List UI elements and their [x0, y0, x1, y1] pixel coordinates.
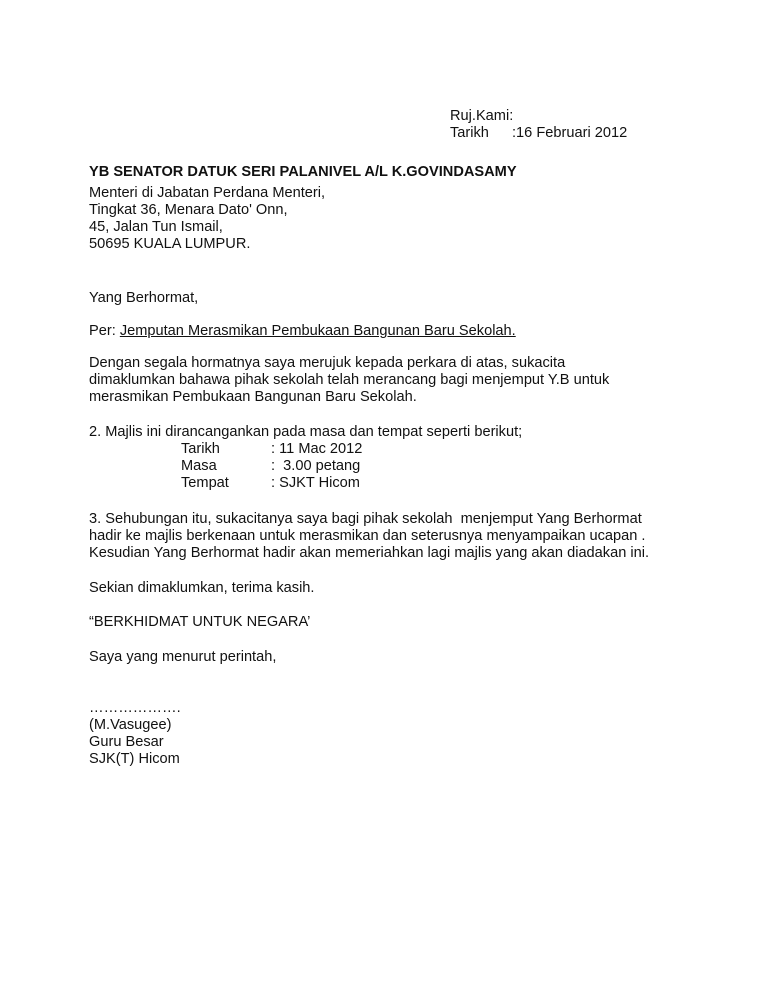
- schedule-label: Tempat: [181, 475, 229, 491]
- ref-date-label: Tarikh: [450, 125, 489, 141]
- recipient-name: YB SENATOR DATUK SERI PALANIVEL A/L K.GOVINDASAMY: [89, 164, 517, 180]
- signatory-title: Guru Besar: [89, 734, 164, 750]
- paragraph-line: merasmikan Pembukaan Bangunan Baru Sekolah.: [89, 389, 417, 405]
- recipient-address-line: 50695 KUALA LUMPUR.: [89, 236, 251, 252]
- schedule-label: Masa: [181, 458, 217, 474]
- paragraph-line: 2. Majlis ini dirancangankan pada masa dan tempat seperti berikut;: [89, 424, 523, 440]
- subject-prefix: Per:: [89, 323, 120, 339]
- recipient-address-line: Menteri di Jabatan Perdana Menteri,: [89, 185, 326, 201]
- recipient-address-line: Tingkat 36, Menara Dato' Onn,: [89, 202, 288, 218]
- paragraph-line: Dengan segala hormatnya saya merujuk kepada perkara di atas, sukacita: [89, 355, 566, 371]
- sign-off-text: Saya yang menurut perintah,: [89, 649, 277, 665]
- motto-text: “BERKHIDMAT UNTUK NEGARA’: [89, 614, 311, 630]
- recipient-address-line: 45, Jalan Tun Ismail,: [89, 219, 223, 235]
- salutation: Yang Berhormat,: [89, 290, 199, 306]
- schedule-value: : SJKT Hicom: [271, 475, 360, 491]
- subject-text: Jemputan Merasmikan Pembukaan Bangunan Baru Sekolah.: [119, 323, 516, 339]
- subject-line: [89, 323, 516, 340]
- paragraph-line: Kesudian Yang Berhormat hadir akan memeriahkan lagi majlis yang akan diadakan ini.: [89, 545, 650, 561]
- schedule-label: Tarikh: [181, 441, 220, 457]
- paragraph-line: hadir ke majlis berkenaan untuk merasmikan dan seterusnya menyampaikan ucapan .: [89, 528, 646, 544]
- ref-date-value: :16 Februari 2012: [512, 125, 628, 141]
- signatory-school: SJK(T) Hicom: [89, 751, 180, 767]
- closing-text: Sekian dimaklumkan, terima kasih.: [89, 580, 315, 596]
- schedule-value: : 11 Mac 2012: [271, 441, 363, 457]
- signatory-name: (M.Vasugee): [89, 717, 172, 733]
- paragraph-line: dimaklumkan bahawa pihak sekolah telah merancang bagi menjemput Y.B untuk: [89, 372, 610, 388]
- ref-number-label: Ruj.Kami:: [450, 108, 514, 124]
- signature-dots: ……………….: [89, 700, 181, 716]
- schedule-value: : 3.00 petang: [271, 458, 361, 474]
- paragraph-line: 3. Sehubungan itu, sukacitanya saya bagi pihak sekolah menjemput Yang Berhormat: [89, 511, 642, 527]
